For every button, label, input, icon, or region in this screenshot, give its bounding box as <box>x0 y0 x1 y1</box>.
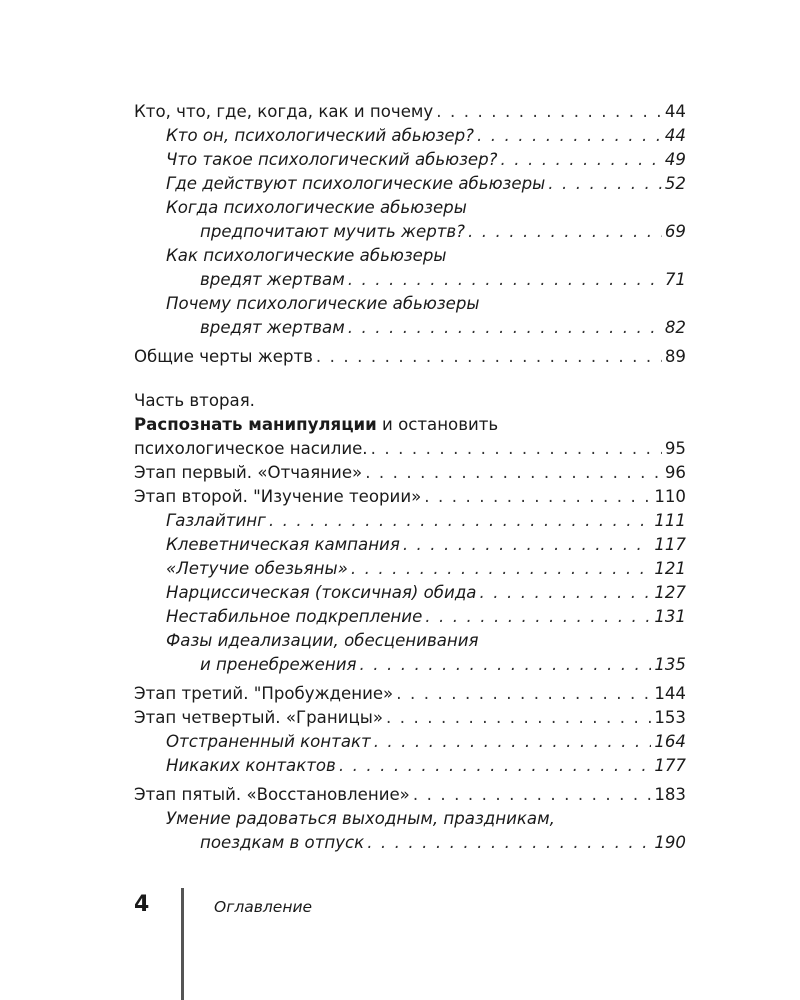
footer-divider <box>181 888 184 1000</box>
toc-subentry <box>134 220 686 244</box>
toc-entry-title: поездкам в отпуск <box>200 833 365 852</box>
dot-leader <box>479 581 651 605</box>
toc-entry-title: вредят жертвам <box>200 318 345 337</box>
dot-leader <box>374 730 652 754</box>
toc-entry-page: 44 <box>664 126 686 145</box>
toc-entry-title-line: Почему психологические абьюзеры <box>166 294 480 313</box>
part-heading: Часть вторая. <box>134 391 255 410</box>
dot-leader <box>424 485 651 509</box>
dot-leader <box>477 124 662 148</box>
toc-entry-page: 71 <box>664 270 686 289</box>
toc-entry-page: 117 <box>654 535 686 554</box>
toc-entry-title: Кто он, психологический абьюзер? <box>166 126 474 145</box>
dot-leader <box>359 653 651 677</box>
toc-subentry <box>134 653 686 677</box>
toc-entry-title: Никаких контактов <box>166 756 336 775</box>
toc-entry-page: 82 <box>664 318 686 337</box>
dot-leader <box>396 682 651 706</box>
part-title-rest: и остановить <box>376 415 499 434</box>
toc-entry-page: 111 <box>654 511 686 530</box>
toc-entry-page: 49 <box>664 150 686 169</box>
toc-entry-title: Общие черты жертв <box>134 347 313 366</box>
toc-entry-page: 44 <box>664 102 686 121</box>
dot-leader <box>348 268 662 292</box>
toc-entry <box>134 100 686 124</box>
toc-entry-title: Нестабильное подкрепление <box>166 607 423 626</box>
toc-entry-title-line: Фазы идеализации, обесценивания <box>166 631 479 650</box>
toc-entry-page: 110 <box>654 487 686 506</box>
toc-entry-title: Отстраненный контакт <box>166 732 371 751</box>
toc-subentry <box>134 509 686 533</box>
part-title-bold: Распознать манипуляции <box>134 415 377 434</box>
toc-subentry <box>134 730 686 754</box>
toc-subentry <box>134 581 686 605</box>
dot-leader <box>386 706 651 730</box>
toc-entry-title: Нарциссическая (токсичная) обида <box>166 583 477 602</box>
toc-entry-title-line: Умение радоваться выходным, праздникам, <box>166 809 555 828</box>
dot-leader <box>548 172 662 196</box>
toc-entry-page: 153 <box>654 708 686 727</box>
toc-entry <box>134 437 686 461</box>
toc-entry <box>134 706 686 730</box>
toc-entry-page: 183 <box>654 785 686 804</box>
table-of-contents <box>134 100 686 855</box>
toc-entry-title: психологическое насилие. <box>134 439 368 458</box>
toc-entry-title: Этап первый. «Отчаяние» <box>134 463 363 482</box>
running-footer-title: Оглавление <box>214 898 313 916</box>
dot-leader <box>500 148 661 172</box>
toc-entry <box>134 345 686 369</box>
dot-leader <box>351 557 651 581</box>
toc-entry-title: вредят жертвам <box>200 270 345 289</box>
toc-entry-title: Что такое психологический абьюзер? <box>166 150 498 169</box>
toc-entry-page: 52 <box>664 174 686 193</box>
dot-leader <box>365 461 662 485</box>
toc-entry <box>134 783 686 807</box>
toc-subentry <box>134 605 686 629</box>
toc-entry-title: Этап третий. "Пробуждение» <box>134 684 394 703</box>
dot-leader <box>316 345 662 369</box>
toc-subentry <box>134 831 686 855</box>
toc-entry-title: и пренебрежения <box>200 655 357 674</box>
toc-subentry <box>134 557 686 581</box>
toc-entry-title: Где действуют психологические абьюзеры <box>166 174 546 193</box>
dot-leader <box>413 783 651 807</box>
toc-entry <box>134 682 686 706</box>
dot-leader <box>403 533 652 557</box>
dot-leader <box>339 754 651 778</box>
toc-entry-title: Кто, что, где, когда, как и почему <box>134 102 434 121</box>
toc-entry-title-line: Когда психологические абьюзеры <box>166 198 467 217</box>
dot-leader <box>269 509 651 533</box>
toc-entry-page: 89 <box>664 347 686 366</box>
toc-entry-title: Этап второй. "Изучение теории» <box>134 487 422 506</box>
page-number: 4 <box>134 892 150 917</box>
toc-entry-page: 144 <box>654 684 686 703</box>
toc-entry-page: 95 <box>664 439 686 458</box>
spacer <box>134 369 686 389</box>
toc-entry-page: 121 <box>654 559 686 578</box>
dot-leader <box>425 605 651 629</box>
toc-entry-title-line: Как психологические абьюзеры <box>166 246 447 265</box>
dot-leader <box>367 831 651 855</box>
toc-entry-page: 127 <box>654 583 686 602</box>
toc-entry-page: 164 <box>654 732 686 751</box>
toc-entry <box>134 461 686 485</box>
toc-subentry <box>134 172 686 196</box>
toc-entry-title: Этап пятый. «Восстановление» <box>134 785 410 804</box>
dot-leader <box>371 437 662 461</box>
toc-entry-page: 96 <box>664 463 686 482</box>
toc-entry <box>134 485 686 509</box>
toc-subentry <box>134 268 686 292</box>
toc-entry-title: предпочитают мучить жертв? <box>200 222 465 241</box>
toc-entry-page: 135 <box>654 655 686 674</box>
toc-entry-title: Этап четвертый. «Границы» <box>134 708 384 727</box>
toc-subentry <box>134 124 686 148</box>
part-title <box>134 413 686 437</box>
dot-leader <box>468 220 662 244</box>
toc-subentry <box>134 533 686 557</box>
dot-leader <box>348 316 662 340</box>
toc-entry-page: 131 <box>654 607 686 626</box>
toc-entry-title: Клеветническая кампания <box>166 535 400 554</box>
toc-entry-page: 69 <box>664 222 686 241</box>
toc-entry-title: «Летучие обезьяны» <box>166 559 348 578</box>
dot-leader <box>436 100 662 124</box>
toc-subentry <box>134 148 686 172</box>
toc-entry-page: 177 <box>654 756 686 775</box>
toc-entry-title: Газлайтинг <box>166 511 266 530</box>
toc-subentry <box>134 754 686 778</box>
toc-subentry <box>134 316 686 340</box>
toc-entry-page: 190 <box>654 833 686 852</box>
